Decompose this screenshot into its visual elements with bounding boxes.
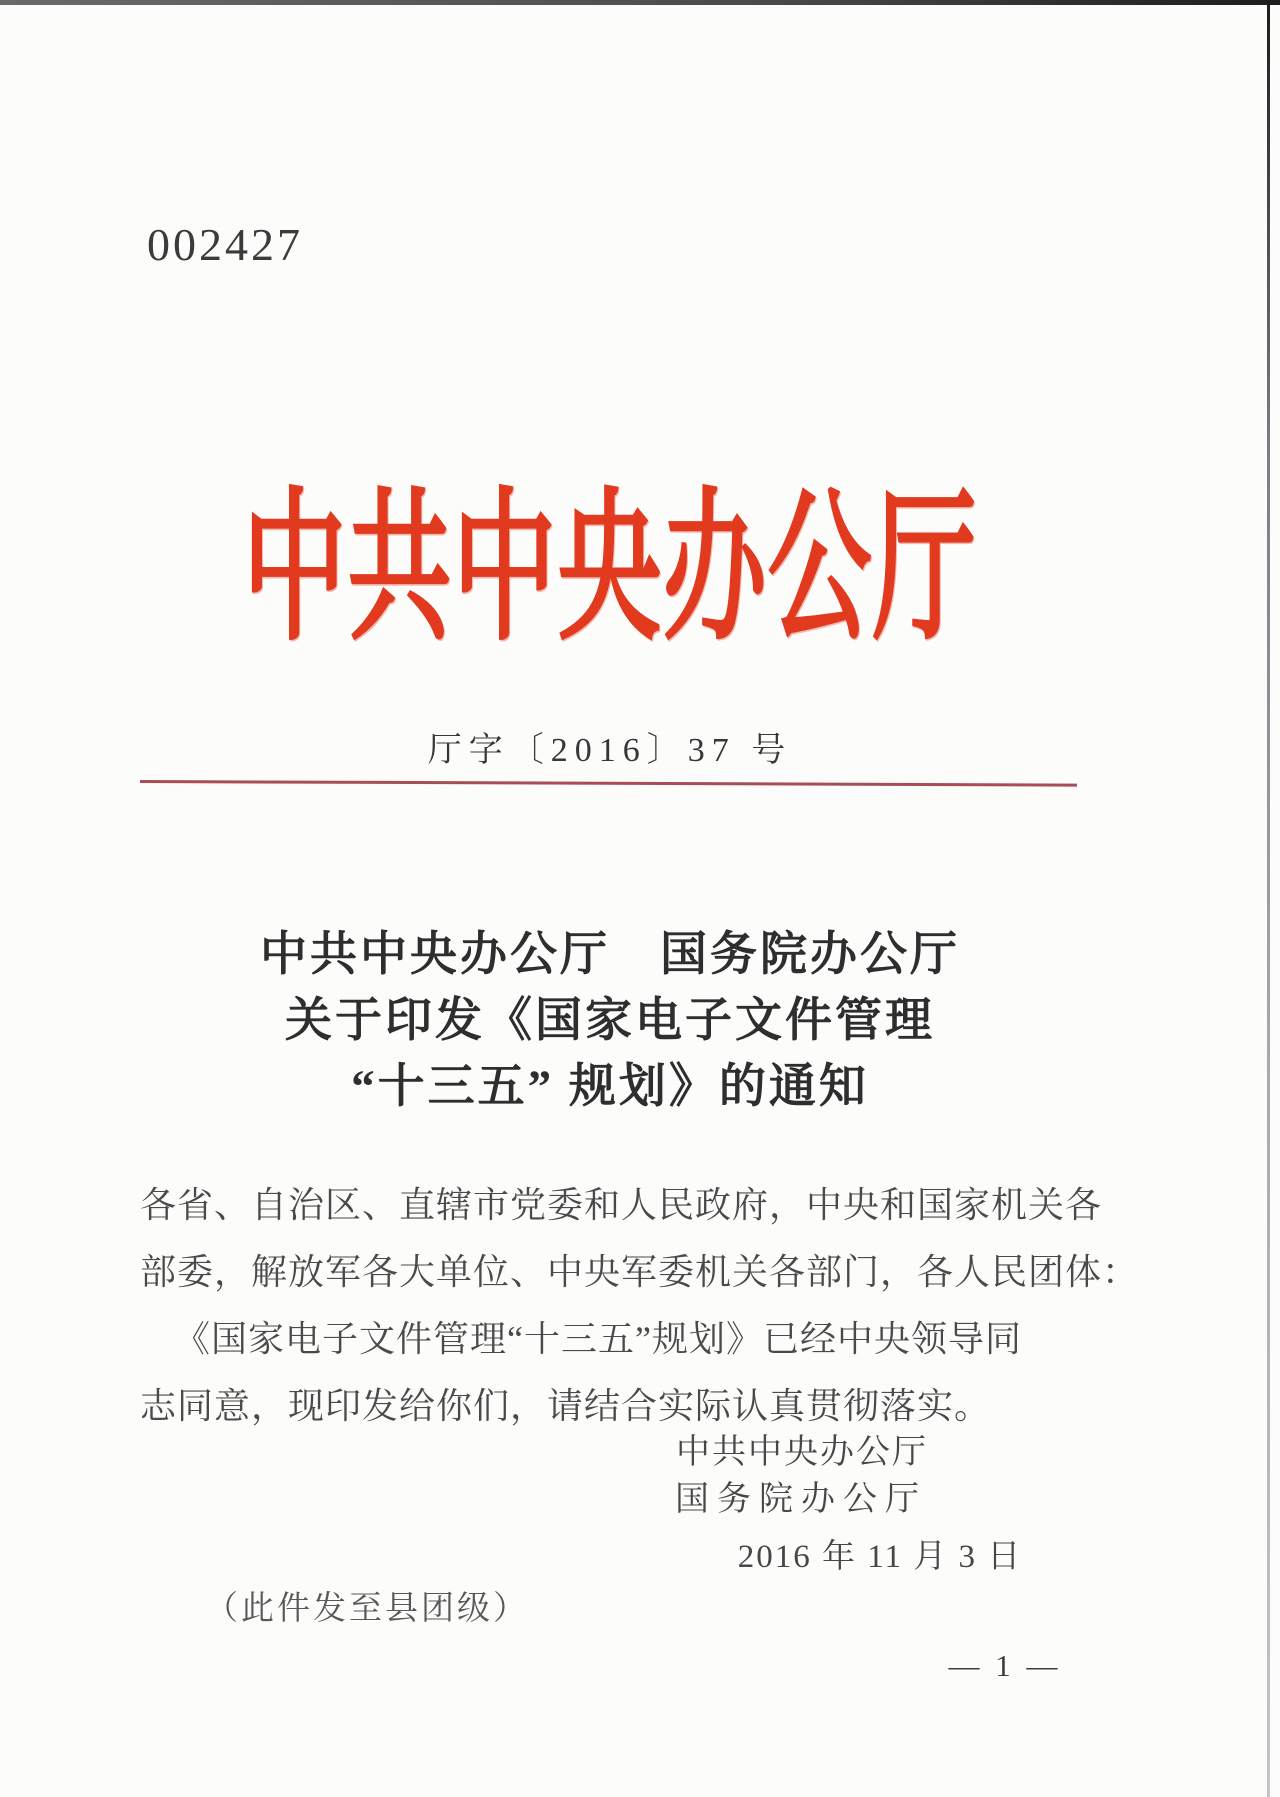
masthead-title: 中共中央办公厅 xyxy=(242,479,978,661)
body-line-recipients-1: 各省、自治区、直辖市党委和人民政府，中央和国家机关各 xyxy=(140,1185,1103,1225)
document-title-line: “十三五” 规划》的通知 xyxy=(351,1061,869,1113)
document-title-line: 关于印发《国家电子文件管理 xyxy=(285,995,935,1047)
archive-number: 002427 xyxy=(147,219,303,270)
issue-number: 厅字〔2016〕37 号 xyxy=(427,732,793,769)
signature-date: 2016 年 11 月 3 日 xyxy=(737,1539,1023,1575)
body-line-recipients-2: 部委，解放军各大单位、中央军委机关各部门，各人民团体： xyxy=(140,1252,1140,1292)
document-title xyxy=(140,922,1080,1120)
scan-top-edge-line xyxy=(0,0,1280,5)
body-paragraphs xyxy=(140,1172,1140,1440)
body-line-notice-2: 志同意，现印发给你们，请结合实际认真贯彻落实。 xyxy=(140,1386,992,1426)
body-line-notice-1: 《国家电子文件管理“十三五”规划》已经中央领导同 xyxy=(174,1319,1022,1359)
signature-org-2: 国务院办公厅 xyxy=(675,1481,927,1518)
distribution-note: （此件发至县团级） xyxy=(205,1591,529,1627)
signature-org-1: 中共中央办公厅 xyxy=(676,1434,928,1471)
scan-right-edge-line xyxy=(1267,0,1270,1797)
page-number: — 1 — xyxy=(948,1648,1062,1683)
document-title-line: 中共中央办公厅 国务院办公厅 xyxy=(260,929,960,981)
red-divider-rule xyxy=(140,780,1077,787)
